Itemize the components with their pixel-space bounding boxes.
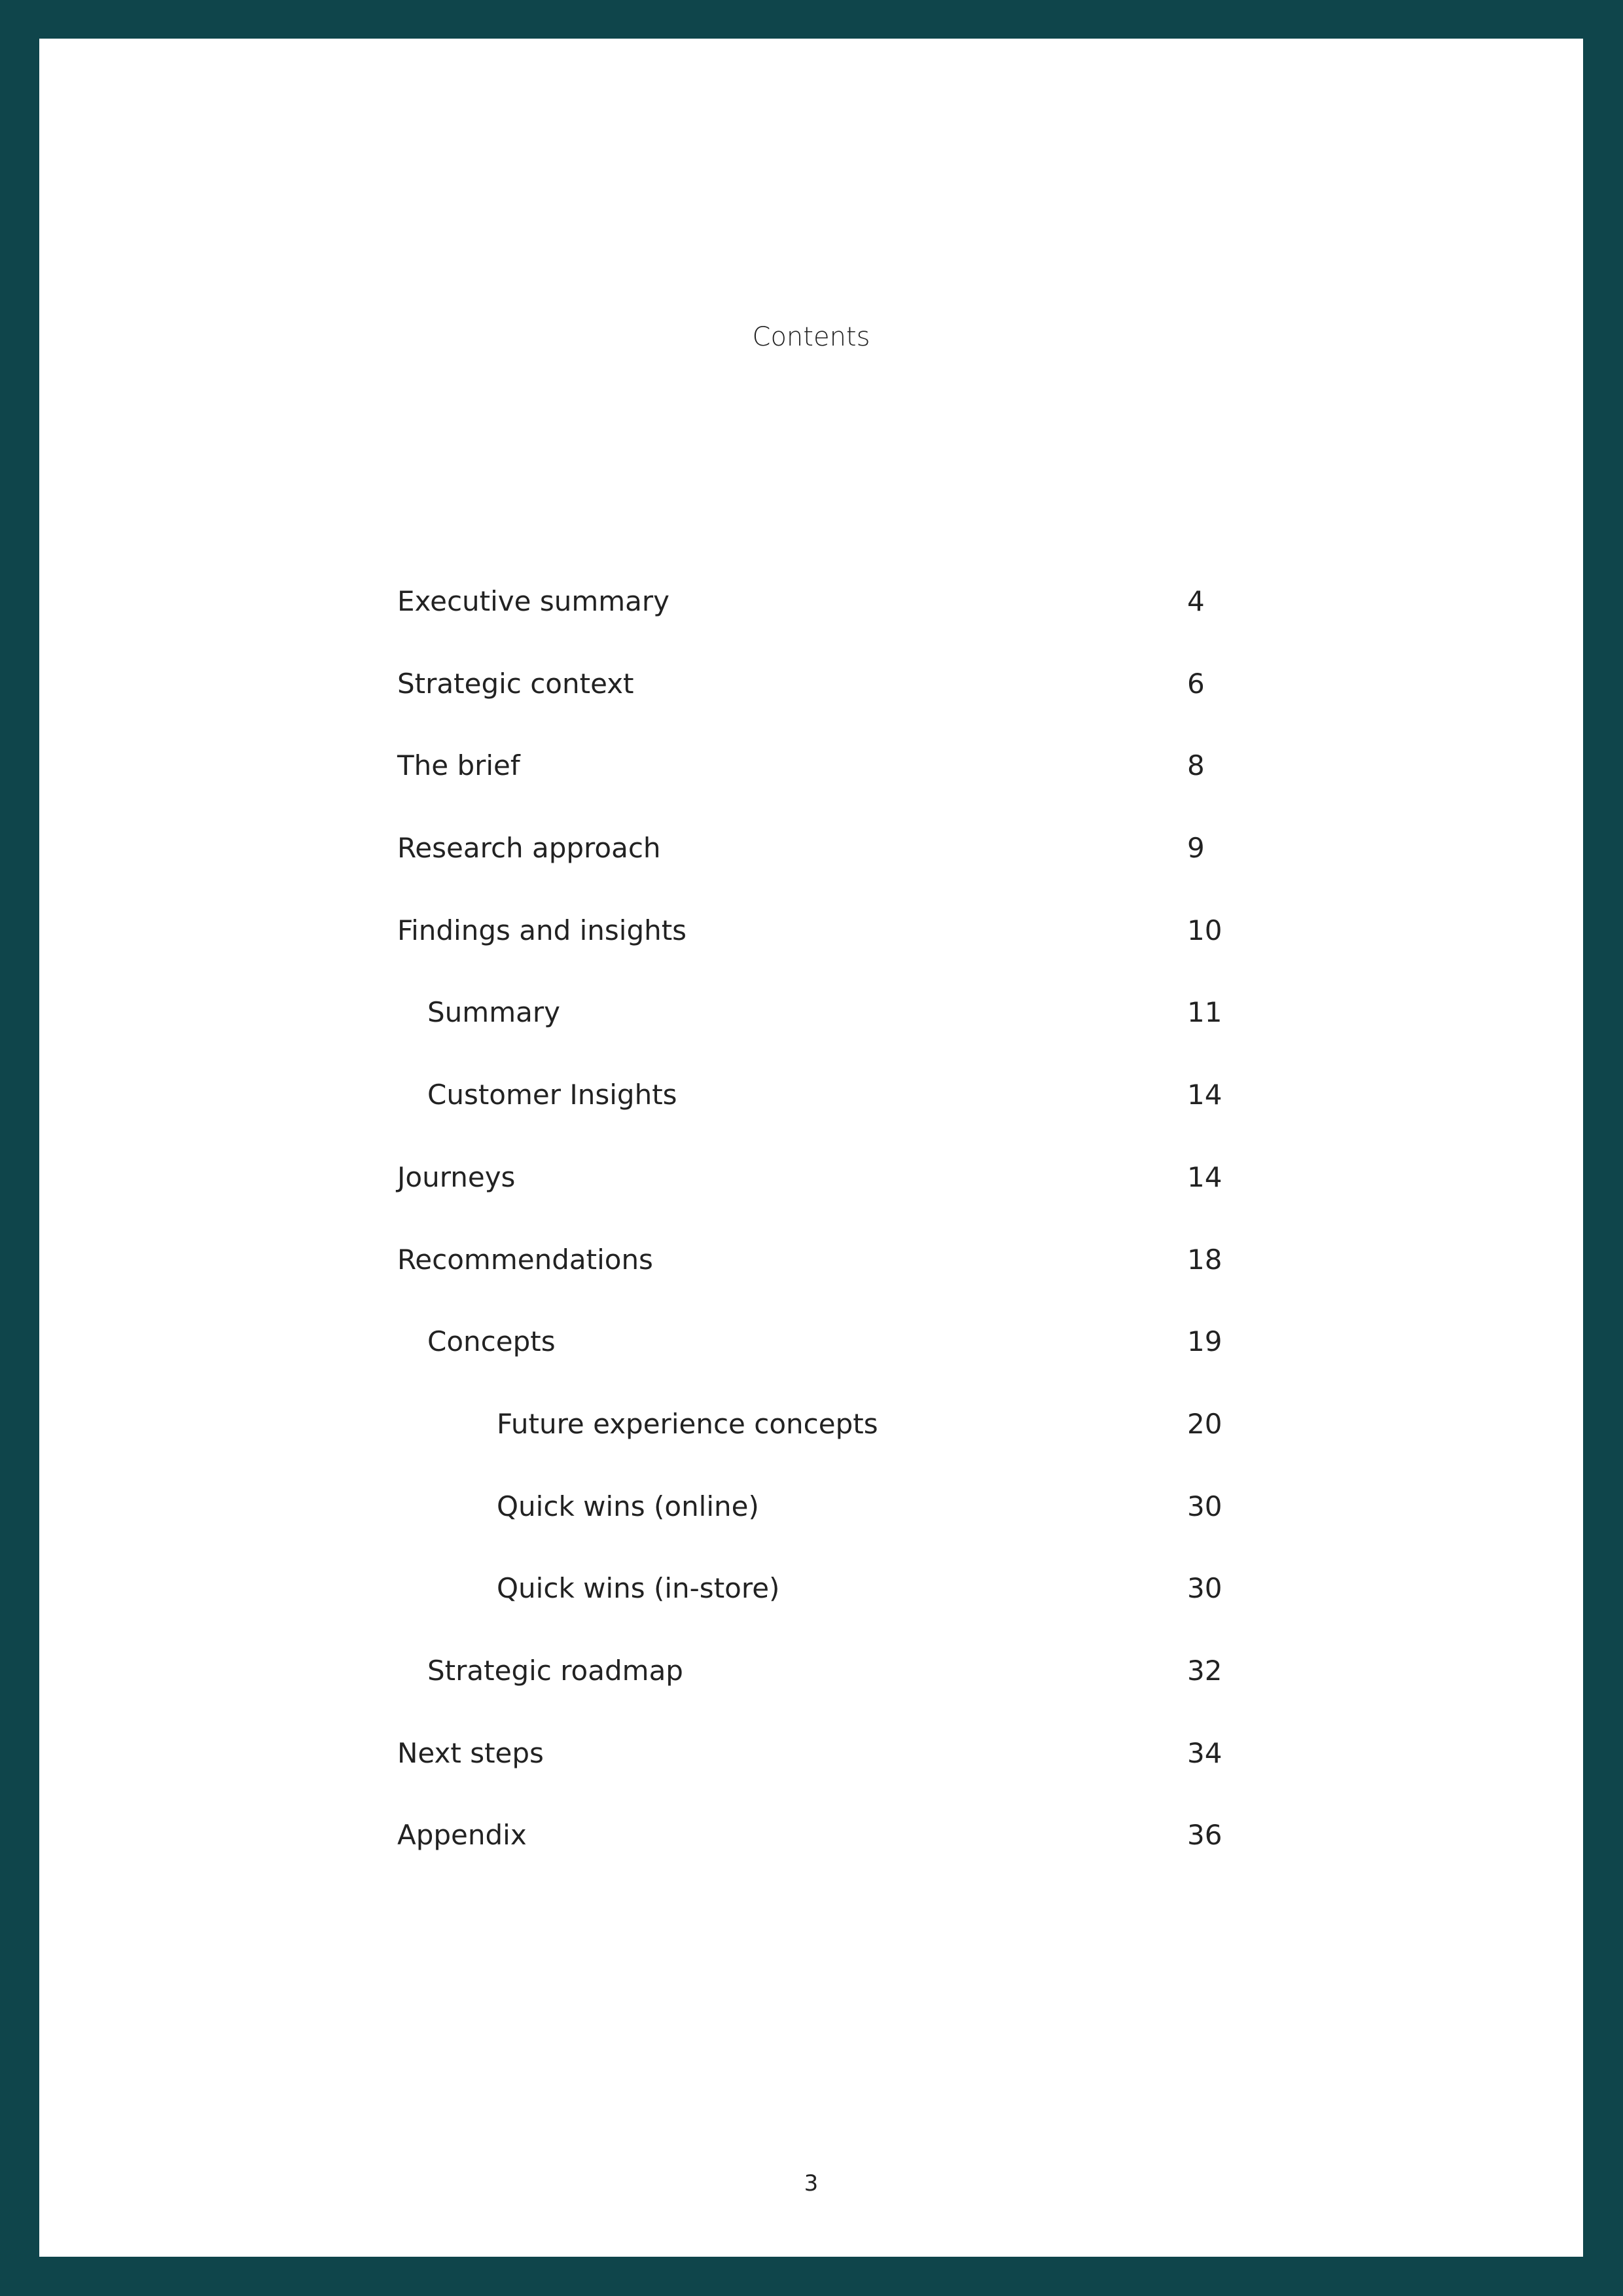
toc-entry-label: Executive summary [397, 585, 670, 617]
toc-entry-label: Research approach [397, 832, 661, 865]
toc-entry-findings-and-insights[interactable] [397, 911, 1313, 994]
toc-entry-label: The brief [397, 749, 520, 782]
toc-entry-page: 20 [1187, 1407, 1222, 1440]
toc-entry-journeys[interactable] [397, 1158, 1313, 1240]
toc-entry-page: 36 [1187, 1819, 1222, 1852]
toc-entry-page: 6 [1187, 667, 1205, 700]
page-number: 3 [804, 2170, 819, 2197]
toc-entry-label: Quick wins (online) [497, 1490, 759, 1522]
toc-entry-label: Strategic roadmap [427, 1654, 683, 1687]
toc-entry-strategic-context[interactable] [397, 664, 1313, 747]
toc-entry-label: Summary [427, 996, 560, 1029]
toc-entry-page: 11 [1187, 996, 1222, 1029]
toc-entry-label: Appendix [397, 1819, 527, 1852]
toc-entry-page: 30 [1187, 1572, 1222, 1605]
toc-entry-next-steps[interactable] [397, 1734, 1313, 1816]
toc-entry-label: Strategic context [397, 667, 634, 700]
toc-entry-label: Customer Insights [427, 1079, 677, 1111]
toc-entry-the-brief[interactable] [397, 746, 1313, 829]
toc-entry-label: Journeys [397, 1160, 516, 1193]
toc-entry-page: 8 [1187, 749, 1205, 782]
toc-entry-label: Findings and insights [397, 914, 687, 946]
toc-entry-future-experience-concepts[interactable] [397, 1405, 1313, 1487]
toc-entry-page: 4 [1187, 585, 1205, 617]
table-of-contents [397, 582, 1313, 1898]
toc-entry-executive-summary[interactable] [397, 582, 1313, 664]
toc-entry-customer-insights[interactable] [397, 1075, 1313, 1158]
toc-entry-strategic-roadmap[interactable] [397, 1651, 1313, 1734]
page-title: Contents [752, 322, 870, 352]
toc-entry-label: Next steps [397, 1736, 544, 1769]
document-page [39, 39, 1583, 2257]
toc-entry-quick-wins-in-store[interactable] [397, 1569, 1313, 1651]
toc-entry-page: 10 [1187, 914, 1222, 946]
toc-entry-appendix[interactable] [397, 1816, 1313, 1898]
toc-entry-quick-wins-online[interactable] [397, 1487, 1313, 1570]
toc-entry-label: Quick wins (in-store) [497, 1572, 780, 1605]
toc-entry-page: 30 [1187, 1490, 1222, 1522]
toc-entry-label: Concepts [427, 1325, 556, 1358]
toc-entry-page: 18 [1187, 1243, 1222, 1276]
toc-entry-page: 14 [1187, 1079, 1222, 1111]
toc-entry-page: 34 [1187, 1736, 1222, 1769]
toc-entry-research-approach[interactable] [397, 829, 1313, 911]
toc-entry-recommendations[interactable] [397, 1240, 1313, 1323]
toc-entry-page: 32 [1187, 1654, 1222, 1687]
toc-entry-page: 19 [1187, 1325, 1222, 1358]
toc-entry-page: 9 [1187, 832, 1205, 865]
toc-entry-label: Future experience concepts [497, 1407, 878, 1440]
toc-entry-page: 14 [1187, 1160, 1222, 1193]
toc-entry-summary[interactable] [397, 993, 1313, 1075]
toc-entry-label: Recommendations [397, 1243, 653, 1276]
toc-entry-concepts[interactable] [397, 1322, 1313, 1405]
